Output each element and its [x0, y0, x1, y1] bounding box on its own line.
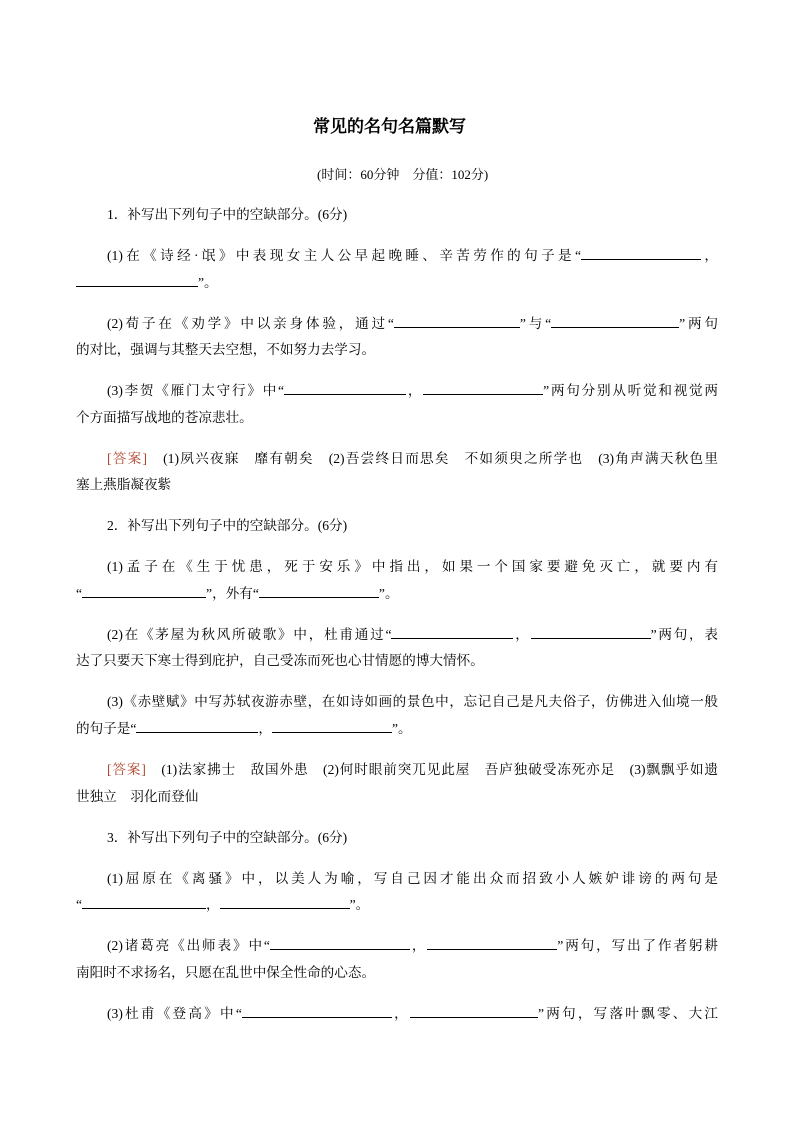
question-2-item-3: [76, 689, 718, 742]
item-text: ”两句分别从听觉和视觉两: [543, 383, 718, 399]
item-line: [76, 270, 718, 297]
question-1-stem: [76, 202, 718, 229]
question-2-item-2: [76, 622, 718, 675]
answer-line: 世独立 羽化而登仙: [76, 788, 199, 804]
item-text: ，: [391, 1005, 410, 1021]
question-1-item-1: [76, 243, 718, 296]
item-text: (1)在《诗经·氓》中表现女主人公早起晚睡、辛苦劳作的句子是“: [107, 247, 582, 263]
item-text: (2)荀子在《劝学》中以亲身体验，通过“: [107, 315, 394, 331]
item-text: ”，外有“: [206, 585, 259, 601]
question-1-item-3: [76, 378, 718, 431]
item-line: [76, 622, 718, 649]
item-text: ”两句，写出了作者躬耕: [557, 938, 718, 954]
item-text: (3)杜甫《登高》中“: [107, 1005, 242, 1021]
item-text: ，: [701, 247, 718, 263]
answer-line: 塞上燕脂凝夜紫: [76, 477, 172, 493]
fill-blank: [551, 315, 679, 328]
item-line: [76, 243, 718, 270]
item-text: ”两句，表: [650, 626, 718, 642]
item-text: ”两句，写落叶飘零、大江: [537, 1005, 718, 1021]
question-2-item-1: [76, 554, 718, 607]
item-text: “: [76, 585, 83, 601]
item-text: ，: [513, 626, 531, 642]
stem-line: 2．补写出下列句子中的空缺部分。(6分): [107, 518, 348, 534]
fill-blank: [531, 626, 651, 639]
fill-blank: [242, 1005, 392, 1018]
question-2-answer: [76, 757, 718, 810]
fill-blank: [82, 585, 206, 598]
item-line: 个方面描写战地的苍凉悲壮。: [76, 409, 253, 425]
item-line: [76, 378, 718, 405]
item-line: (1)孟子在《生于忧患，死于安乐》中指出，如果一个国家要避免灭亡，就要内有: [107, 559, 718, 575]
document-title: 常见的名句名篇默写: [313, 117, 466, 136]
fill-blank: [272, 720, 392, 733]
item-text: (3)李贺《雁门太守行》中“: [107, 383, 285, 399]
fill-blank: [581, 247, 701, 260]
item-line: (3)《赤壁赋》中写苏轼夜游赤壁，在如诗如画的景色中，忘记自己是凡夫俗子，仿佛进入仙境一般: [107, 694, 718, 710]
question-1-item-2: [76, 311, 718, 364]
item-text: ”。: [378, 585, 399, 601]
answer-line: [76, 757, 718, 784]
item-text: ”与“: [519, 315, 552, 331]
item-line: 的对比，强调与其整天去空想，不如努力去学习。: [76, 342, 376, 358]
item-text: ”。: [349, 897, 370, 913]
fill-blank: [76, 274, 198, 287]
exam-info: (时间：60分钟 分值：102分): [317, 167, 489, 182]
question-3-item-3: [76, 1001, 718, 1028]
item-line: [76, 892, 718, 919]
item-line: (1)屈原在《离骚》中，以美人为喻，写自己因才能出众而招致小人嫉妒诽谤的两句是: [107, 870, 718, 886]
question-3-stem: [76, 825, 718, 852]
item-text: “: [76, 897, 83, 913]
item-line: 南阳时不求扬名，只愿在乱世中保全性命的心态。: [76, 964, 376, 980]
item-text: ”两句: [679, 315, 718, 331]
item-text: 的句子是“: [76, 721, 137, 737]
item-line: [76, 311, 718, 338]
item-text: ，: [258, 721, 273, 737]
fill-blank: [423, 382, 543, 395]
fill-blank: [259, 585, 379, 598]
item-text: ，: [206, 897, 220, 913]
stem-line: 3．补写出下列句子中的空缺部分。(6分): [107, 829, 348, 845]
document-body: [76, 202, 718, 1042]
item-text: ”。: [392, 721, 412, 737]
fill-blank: [427, 937, 557, 950]
answer-line: [76, 446, 718, 473]
fill-blank: [284, 382, 406, 395]
item-text: ”。: [198, 274, 218, 290]
question-3-item-2: [76, 933, 718, 986]
fill-blank: [270, 937, 410, 950]
item-text: ，: [406, 383, 424, 399]
fill-blank: [394, 315, 520, 328]
item-text: (2)在《茅屋为秋风所破歌》中，杜甫通过“: [107, 626, 392, 642]
answer-label: [答案]: [107, 450, 148, 466]
question-2-stem: [76, 513, 718, 540]
item-line: [76, 716, 718, 743]
question-3-item-1: [76, 866, 718, 919]
item-text: (2)诸葛亮《出师表》中“: [107, 938, 270, 954]
fill-blank: [220, 896, 350, 909]
fill-blank: [136, 720, 258, 733]
answer-label: [答案]: [107, 762, 146, 778]
item-line: [76, 933, 718, 960]
fill-blank: [391, 626, 513, 639]
item-line: [76, 581, 718, 608]
stem-line: 1．补写出下列句子中的空缺部分。(6分): [107, 207, 348, 222]
item-line: [76, 1001, 718, 1028]
item-text: ，: [409, 938, 428, 954]
fill-blank: [82, 896, 206, 909]
answer-text: (1)夙兴夜寐 靡有朝矣 (2)吾尝终日而思矣 不如须臾之所学也 (3)角声满天秋色里: [147, 450, 718, 466]
answer-text: (1)法家拂士 敌国外患 (2)何时眼前突兀见此屋 吾庐独破受冻死亦足 (3)飘飘乎如遗: [145, 762, 718, 778]
question-1-answer: [76, 446, 718, 499]
item-line: 达了只要天下寒士得到庇护，自己受冻而死也心甘情愿的博大情怀。: [76, 653, 484, 669]
fill-blank: [410, 1005, 538, 1018]
